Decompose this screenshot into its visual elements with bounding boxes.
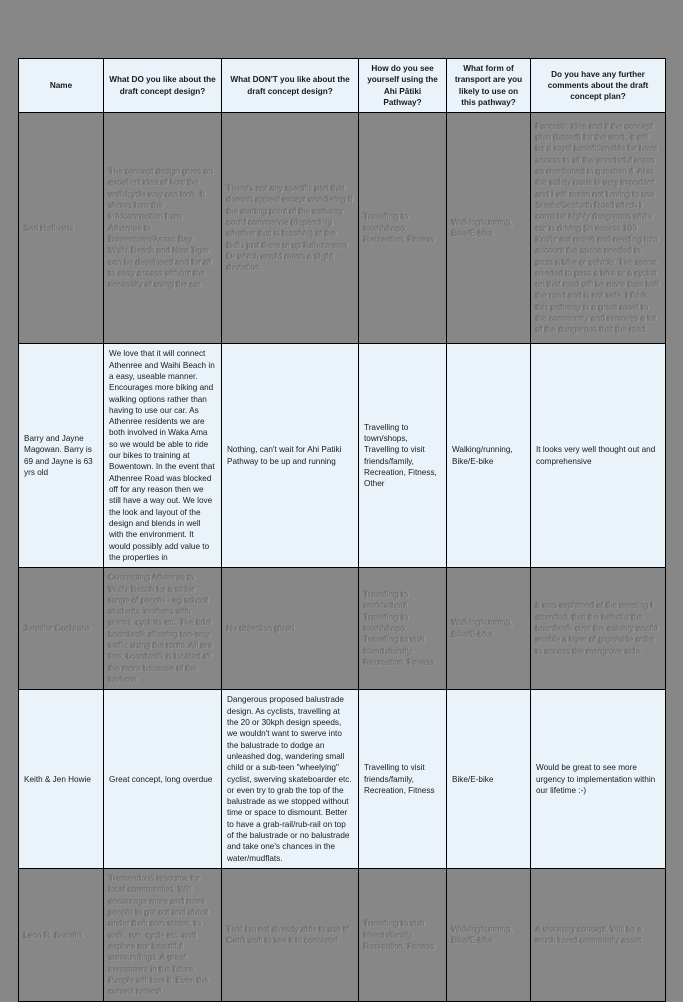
cell-transport: Walking/running, Bike/E-bike <box>447 344 531 568</box>
cell-name: Barry and Jayne Magowan. Barry is 69 and Jayne is 63 yrs old <box>19 344 104 568</box>
cell-transport: Bike/E-bike <box>447 690 531 869</box>
cell-dislike: No objection given. <box>222 568 359 690</box>
cell-like: The concept design gives an excellent idea of how the walk/cycle way can look. It shows how the link/connection from Athenree to Bowentown/Anzac Bay, Waihi Beach and New Tiger can be developed and for all to easy access without the necessity of using the car. <box>104 113 222 344</box>
cell-transport: Walking/running, Bike/E-bike <box>447 568 531 690</box>
column-header-like[interactable]: What DO you like about the draft concept design? <box>104 59 222 113</box>
cell-dislike: There's not any specific part that doesn't appeal except wondering if the starting point of the walkway could commence (depending whether that is feasible) at the Bulls just there or up Kahuterawa Dr which would mean a slight deviation. <box>222 113 359 344</box>
cell-name: Jennifer Cochrane <box>19 568 104 690</box>
cell-usage: Travelling to work/school, Travelling to town/shops, Travelling to visit friends/family, Recreation, Fitness <box>359 568 447 690</box>
cell-name: Keith & Jen Howie <box>19 690 104 869</box>
cell-usage: Travelling to visit friends/family, Recreation, Fitness <box>359 690 447 869</box>
cell-further: A visionary concept. Will be a much loved community asset. <box>531 869 666 1002</box>
column-header-dislike[interactable]: What DON'T you like about the draft concept design? <box>222 59 359 113</box>
cell-dislike: Dangerous proposed balustrade design. As cyclists, travelling at the 20 or 30kph design speeds, we wouldn't want to swerve into the balustrade to dodge an unleashed dog, wandering small child or a sub-teen "wheelying" cyclist, swerving skateboarder etc. or even try to grab the top of the balustrade as we stopped without time or space to dismount. Better to have a grab-rail/rub-rail on top of the balustrade or no balustrade and take one's chances in the water/mudflats. <box>222 690 359 869</box>
cell-further: Fantastic idea and if the concept plan (based) for the work, it will be a royal benefit/enable for have access to all the wonderful areas as mentioned in question 4. Also the safety issue is very important and I will mean not having to use Steele/Seaforth Road which I consider highly dangerous while car is driving (in excess 100 Km/hr not more) and needing into account the space needed to pass a bike or vehicle. The space needed to pass a bike or a cyclist on that road will be more than half the road and is not safe. I think this pathway is a great asset to the community and removes a lot of the dangerous that the road. <box>531 113 666 344</box>
cell-like: Tremendous resource for local communities. Will encourage more and more people to get out and about under their own steam, to walk, run, cycle etc. and explore our beautiful surroundings. A great investment in the future. People will love it. Even the current haters! <box>104 869 222 1002</box>
table-body <box>19 113 666 1002</box>
cell-transport: Walking/running, Bike/E-bike <box>447 869 531 1002</box>
column-header-transport[interactable]: What form of transport are you likely to use on this pathway? <box>447 59 531 113</box>
table-header-row <box>19 59 666 113</box>
cell-usage: Travelling to town/shops, Recreation, Fitness <box>359 113 447 344</box>
cell-dislike: Nothing, can't wait for Ahi Patiki Pathway to be up and running <box>222 344 359 568</box>
cell-like: Great concept, long overdue <box>104 690 222 869</box>
cell-like: Connecting Athenree to Waihi Beach for a wider range of people - eg school students, mothers with prams, cyclists etc. The tidal boardwalk allowing two-way traffic using the route. All are fine, boardwalk is located all the more because of the harbour. <box>104 568 222 690</box>
cell-usage: Travelling to town/shops, Travelling to visit friends/family, Recreation, Fitness, Other <box>359 344 447 568</box>
cell-transport: Walking/running, Bike/E-bike <box>447 113 531 344</box>
cell-name: Leon R. Bramlin <box>19 869 104 1002</box>
table-row[interactable] <box>19 869 666 1002</box>
table-row[interactable] <box>19 113 666 344</box>
cell-further: Would be great to see more urgency to implementation within our lifetime :-) <box>531 690 666 869</box>
feedback-table <box>18 58 666 1002</box>
table-header <box>19 59 666 113</box>
table-row[interactable] <box>19 568 666 690</box>
cell-like: We love that it will connect Athenree and Waihi Beach in a easy, useable manner. Encourages more biking and walking options rather than having to use our car. As Athenree residents we are both involved in Waka Ama so we would be able to ride our bikes to training at Bowentown. In the event that Athenree Road was blocked off for any reason then we still have a way out. We love the look and layout of the design and blends in well with the environment. It would possibly add value to the properties in <box>104 344 222 568</box>
column-header-further[interactable]: Do you have any further comments about the draft concept plan? <box>531 59 666 113</box>
table-row[interactable] <box>19 690 666 869</box>
cell-usage: Travelling to visit friends/family, Recreation, Fitness <box>359 869 447 1002</box>
cell-name: Sari Heffneris <box>19 113 104 344</box>
table-row[interactable] <box>19 344 666 568</box>
cell-further: It was explained at the meeting I attended, that the helix/fix the boardwalk over the estuary would enable a layer of gaps/side order to access the mangrove side. <box>531 568 666 690</box>
cell-dislike: That I'm not already able to use it! Can't wait to see it in concrete! <box>222 869 359 1002</box>
column-header-usage[interactable]: How do you see yourself using the Ahi Pātiki Pathway? <box>359 59 447 113</box>
cell-further: It looks very well thought out and comprehensive <box>531 344 666 568</box>
feedback-table-container <box>18 58 665 1002</box>
column-header-name[interactable]: Name <box>19 59 104 113</box>
